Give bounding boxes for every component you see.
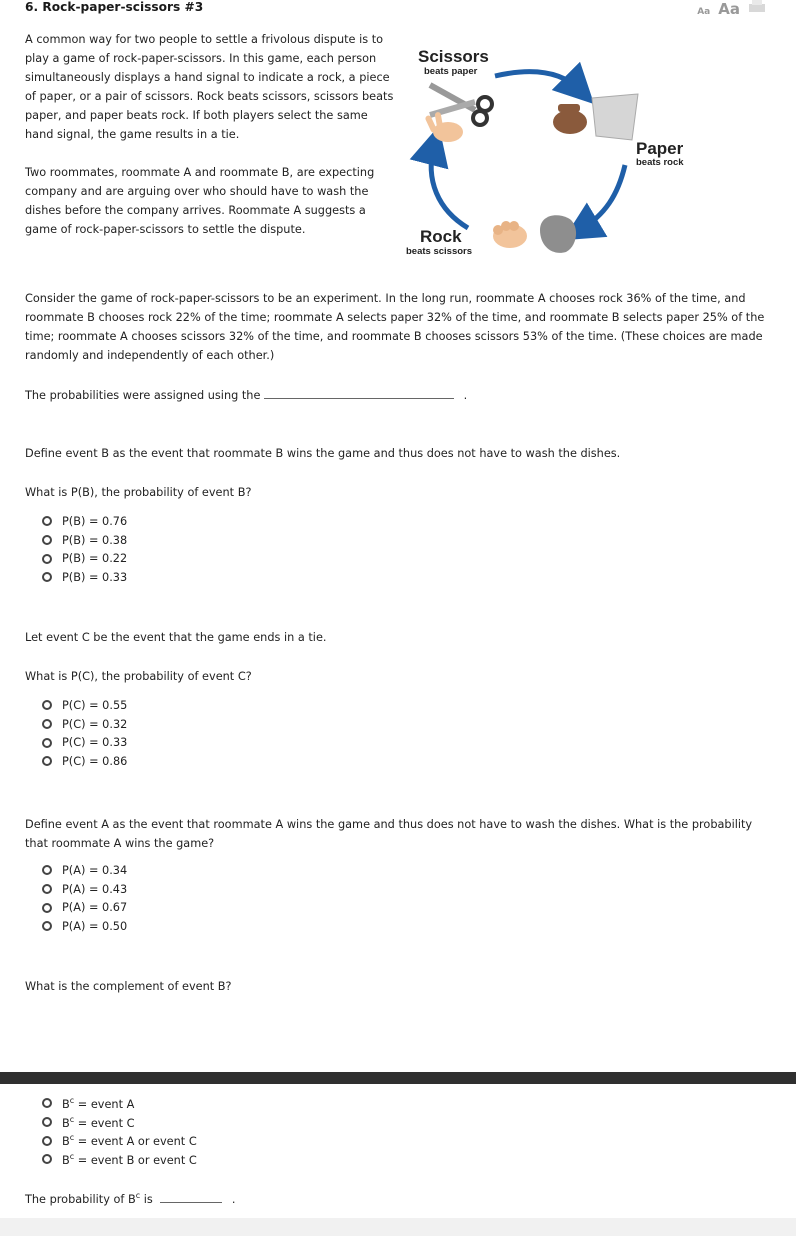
rock-sublabel: beats scissors xyxy=(406,246,473,257)
scissors-label: Scissors xyxy=(418,47,489,66)
pb-option[interactable]: P(B) = 0.38 xyxy=(42,531,127,550)
peace-hand-icon xyxy=(424,112,463,142)
question-pb: What is P(B), the probability of event B? xyxy=(25,486,252,499)
paper-hand-icon xyxy=(553,104,587,134)
font-increase-button[interactable]: Aa xyxy=(718,0,740,18)
pb-option[interactable]: P(B) = 0.76 xyxy=(42,512,127,531)
question-complement-b: What is the complement of event B? xyxy=(25,980,232,993)
radio-button[interactable] xyxy=(42,921,52,931)
arrow-scissors-to-paper xyxy=(495,72,580,90)
radio-button[interactable] xyxy=(42,865,52,875)
pb-options xyxy=(42,512,127,587)
divider-bar xyxy=(0,1072,796,1084)
rock-icon xyxy=(540,215,576,253)
bottom-bar xyxy=(0,1218,796,1236)
paper-sublabel: beats rock xyxy=(636,157,684,168)
complement-option[interactable]: $B^c$ = event B or event C xyxy=(42,1150,197,1169)
arrow-paper-to-rock xyxy=(580,165,625,230)
radio-button[interactable] xyxy=(42,516,52,526)
font-decrease-button[interactable]: Aa xyxy=(697,7,711,17)
radio-button[interactable] xyxy=(42,719,52,729)
pa-option[interactable]: P(A) = 0.67 xyxy=(42,898,127,917)
event-c-definition: Let event C be the event that the game ends in a tie. xyxy=(25,631,327,644)
pc-options xyxy=(42,696,127,771)
intro-paragraph-1: A common way for two people to settle a frivolous dispute is to play a game of rock-paper-scissors. In this game, each person simultaneously displays a hand signal to indicate a rock, a piece of paper, or a pair of scissors. Rock beats scissors, scissors beats paper, and paper beats rock. If both players select the same hand signal, the game results in a tie. xyxy=(25,33,394,141)
radio-button[interactable] xyxy=(42,535,52,545)
scissors-sublabel: beats paper xyxy=(424,66,478,77)
complement-option[interactable]: $B^c$ = event A xyxy=(42,1094,197,1113)
pb-option[interactable]: P(B) = 0.22 xyxy=(42,549,127,568)
radio-button[interactable] xyxy=(42,1098,52,1108)
assignment-question xyxy=(25,386,467,402)
pb-option[interactable]: P(B) = 0.33 xyxy=(42,568,127,587)
pc-option[interactable]: P(C) = 0.55 xyxy=(42,696,127,715)
complement-option[interactable]: $B^c$ = event A or event C xyxy=(42,1131,197,1150)
assignment-question-text: The probabilities were assigned using the xyxy=(25,389,261,402)
event-b-definition: Define event B as the event that roommate B wins the game and thus does not have to wash the dishes. xyxy=(25,447,621,460)
pc-option[interactable]: P(C) = 0.33 xyxy=(42,733,127,752)
paper-icon xyxy=(592,94,638,140)
radio-button[interactable] xyxy=(42,903,52,913)
experiment-paragraph: Consider the game of rock-paper-scissors to be an experiment. In the long run, roommate A chooses rock 36% of the time, and roommate B chooses rock 22% of the time; roommate A selects paper 32% of the time, and roommate B selects paper 25% of the time; roommate A chooses scissors 32% of the time, and roommate B chooses scissors 53% of the time. (These choices are made randomly and independently of each other.) xyxy=(25,292,765,362)
pc-option[interactable]: P(C) = 0.86 xyxy=(42,752,127,771)
rock-label: Rock xyxy=(420,227,462,246)
pa-option[interactable]: P(A) = 0.50 xyxy=(42,917,127,936)
fist-hand-icon xyxy=(493,221,527,248)
intro-paragraph-2: Two roommates, roommate A and roommate B, are expecting company and are arguing over who should have to wash the dishes before the company arrives. Roommate A suggests a game of rock-paper-scissors to settle the dispute. xyxy=(25,166,375,236)
assignment-method-dropdown[interactable] xyxy=(264,386,454,399)
pa-option[interactable]: P(A) = 0.43 xyxy=(42,880,127,899)
question-pc: What is P(C), the probability of event C? xyxy=(25,670,252,683)
radio-button[interactable] xyxy=(42,1136,52,1146)
pa-options xyxy=(42,861,127,936)
paper-label: Paper xyxy=(636,139,684,158)
radio-button[interactable] xyxy=(42,1117,52,1127)
radio-button[interactable] xyxy=(42,884,52,894)
page-title: 6. Rock-paper-scissors #3 xyxy=(25,0,204,14)
complement-option[interactable]: $B^c$ = event C xyxy=(42,1113,197,1132)
pc-option[interactable]: P(C) = 0.32 xyxy=(42,715,127,734)
font-size-controls xyxy=(697,0,740,18)
assignment-period: . xyxy=(463,389,468,402)
rock-paper-scissors-diagram xyxy=(400,40,720,265)
print-icon[interactable] xyxy=(748,0,766,12)
radio-button[interactable] xyxy=(42,756,52,766)
radio-button[interactable] xyxy=(42,1154,52,1164)
radio-button[interactable] xyxy=(42,738,52,748)
radio-button[interactable] xyxy=(42,700,52,710)
complement-options xyxy=(42,1094,197,1169)
radio-button[interactable] xyxy=(42,554,52,564)
radio-button[interactable] xyxy=(42,572,52,582)
arrow-rock-to-scissors xyxy=(431,145,468,228)
question-pa: Define event A as the event that roommate A wins the game and thus does not have to wash the dishes. What is the probability that roommate A wins the game? xyxy=(25,818,753,850)
pa-option[interactable]: P(A) = 0.34 xyxy=(42,861,127,880)
complement-probability-dropdown[interactable] xyxy=(160,1190,222,1203)
complement-probability-question: The probability of $B^c$ is . xyxy=(25,1191,236,1206)
